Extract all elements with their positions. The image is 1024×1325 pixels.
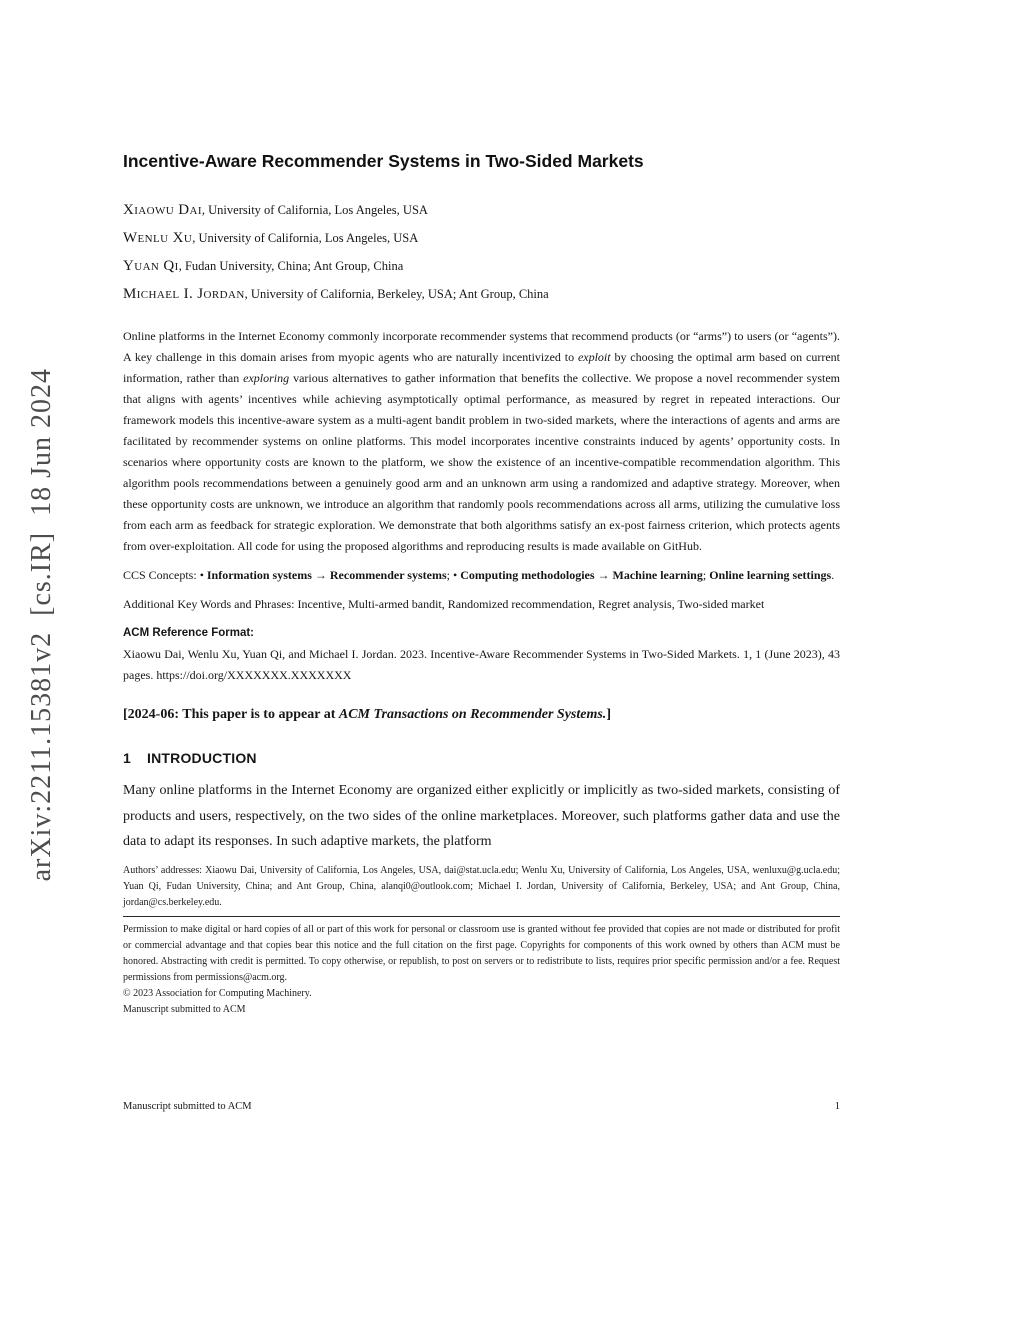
author-line [123,280,840,308]
copyright-footnote: © 2023 Association for Computing Machinery. [123,987,312,999]
page-footer [123,1100,840,1114]
keywords-text: Incentive, Multi-armed bandit, Randomized recommendation, Regret analysis, Two-sided market [297,597,765,611]
publication-notice [123,704,840,726]
footnote-rule [123,916,840,917]
keywords [123,594,840,615]
section-number: 1 [123,750,131,766]
authors-addresses-footnote: Authors’ addresses: Xiaowu Dai, University of California, Los Angeles, USA, dai@stat.ucla.edu; Wenlu Xu, University of California, Los Angeles, USA, wenluxu@g.ucla.edu; Yuan Qi, Fudan University, China; and Ant Group, China, alanqi0@outlook.com; Michael I. Jordan, University of California, Berkeley, USA; and Ant Group, China, jordan@cs.berkeley.edu. [123,864,840,908]
author-affiliation: , Fudan University, China; Ant Group, China [178,259,404,273]
notice-journal-name: ACM Transactions on Recommender Systems. [338,707,607,722]
ccs-concept: Online learning settings [709,568,832,582]
abstract-italic-exploit: exploit [577,350,611,364]
author-line [123,224,840,252]
page-number: 1 [834,1101,840,1112]
ccs-arrow-icon: → [311,568,330,582]
notice-suffix: ] [606,707,611,722]
footnote-block [123,863,840,1018]
ccs-bullet: • [199,568,207,582]
author-block [123,196,840,308]
ccs-arrow-icon: → [594,568,613,582]
author-line [123,196,840,224]
section-heading-introduction [123,748,840,768]
ccs-label: CCS Concepts: [123,568,200,582]
abstract [123,326,840,557]
introduction-paragraph: Many online platforms in the Internet Economy are organized either explicitly or implicitly as two-sided markets, consisting of products and users, respectively, on the two sides of the online marketplaces. Moreover, such platforms gather data and use the data to adapt its responses. In such adaptive markets, the platform [123,783,840,849]
author-name: Xiaowu Dai [123,202,202,218]
acm-reference-heading: ACM Reference Format: [123,627,254,639]
paper-content [123,0,840,1018]
manuscript-footnote: Manuscript submitted to ACM [123,1003,246,1015]
abstract-text: various alternatives to gather information that benefits the collective. We propose a novel recommender system that aligns with agents’ incentives while achieving asymptotically optimal performance, as measured by regret in repeated interactions. Our framework models this incentive-aware system as a multi-agent bandit problem in two-sided markets, where the interactions of agents and arms are facilitated by recommender systems on online platforms. This model incorporates incentive constraints induced by agents’ opportunity costs. In scenarios where opportunity costs are known to the platform, we show the existence of an incentive-compatible recommendation algorithm. This algorithm pools recommendations between a genuinely good arm and an unknown arm using a randomized and adaptive strategy. Moreover, when these opportunity costs are unknown, we introduce an algorithm that randomly pools recommendations across all arms, utilizing the cumulative loss from each arm as feedback for strategic exploration. We demonstrate that both algorithms satisfy an ex-post fairness criterion, which protects agents from over-exploitation. All code for using the proposed algorithms and reproducing results is made available on GitHub. [123,371,840,553]
section-title: INTRODUCTION [147,750,257,766]
author-name: Yuan Qi [123,258,179,274]
abstract-text: Online platforms in the Internet Economy commonly incorporate recommender systems that recommend products (or “arms”) to users (or “agents”). A key challenge in this domain arises from myopic agents who are naturally incentivized to [123,329,840,364]
ccs-separator: ; [446,568,453,582]
author-affiliation: , University of California, Berkeley, USA; Ant Group, China [244,287,549,301]
ccs-concept: Computing methodologies [460,568,595,582]
permission-footnote: Permission to make digital or hard copies of all or part of this work for personal or classroom use is granted without fee provided that copies are not made or distributed for profit or commercial advantage and that copies bear this notice and the full citation on the first page. Copyrights for components of this work owned by others than ACM must be honored. Abstracting with credit is permitted. To copy otherwise, or republish, to post on servers or to redistribute to lists, requires prior specific permission and/or a fee. Request permissions from permissions@acm.org. [123,923,840,983]
acm-reference-text [123,644,840,686]
abstract-text: by choosing the optimal arm based on current information, rather than [123,350,840,385]
ccs-period: . [831,568,835,582]
notice-prefix: [2024-06: This paper is to appear at [123,707,339,722]
abstract-italic-exploring: exploring [243,371,290,385]
ccs-concepts [123,565,840,586]
author-affiliation: , University of California, Los Angeles, USA [192,231,419,245]
footer-manuscript-label: Manuscript submitted to ACM [123,1101,252,1112]
acm-reference-format [123,623,840,686]
ccs-concept: Recommender systems [329,568,447,582]
acm-reference-citation: Xiaowu Dai, Wenlu Xu, Yuan Qi, and Michael I. Jordan. 2023. Incentive-Aware Recommender Systems in Two-Sided Markets. 1, 1 (June 2023), 43 pages. [123,647,840,682]
author-affiliation: , University of California, Los Angeles, USA [201,203,428,217]
ccs-separator: ; [702,568,710,582]
ccs-bullet: • [452,568,461,582]
author-name: Michael I. Jordan [123,286,245,302]
ccs-concept: Machine learning [612,568,703,582]
keywords-label: Additional Key Words and Phrases: [123,597,298,611]
doi-link[interactable]: https://doi.org/XXXXXXX.XXXXXXX [156,668,352,682]
author-line [123,252,840,280]
arxiv-watermark: arXiv:2211.15381v2 [cs.IR] 18 Jun 2024 [26,368,57,882]
author-name: Wenlu Xu [123,230,193,246]
ccs-concept: Information systems [206,568,312,582]
paper-title: Incentive-Aware Recommender Systems in Two-Sided Markets [123,151,644,171]
